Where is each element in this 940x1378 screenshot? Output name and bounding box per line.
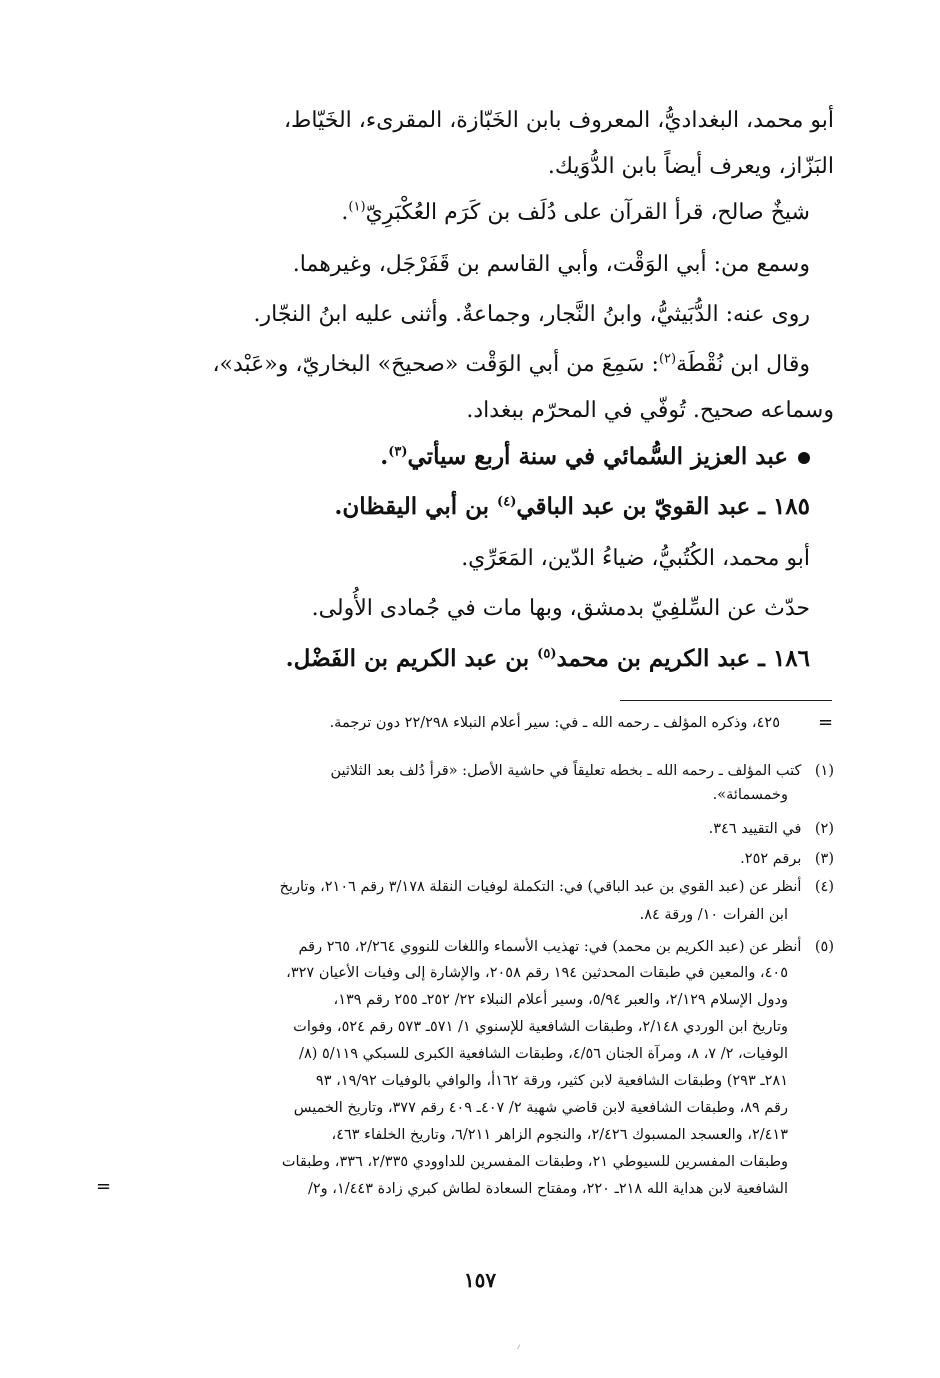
footnote-text: في التقييد ٣٤٦. [708,821,802,837]
footnote-5-cont: ٢٨١ـ ٢٩٣) وطبقات الشافعية لابن كثير، ورقة ١٦٢أ، والوافي بالوفيات ١٩/٩٢، ٩٣ [315,1073,788,1089]
text-line [212,348,810,382]
text-segment: عبد العزيز السُّمائي في سنة أربع سيأتي [407,443,788,470]
footnote-divider [620,700,832,701]
text-segment: . [380,443,389,470]
text-line: حدّث عن السِّلفِيّ بدمشق، وبها مات في جُمادى الأُولى. [311,596,810,621]
text-segment: وقال ابن نُقْطَة [676,352,810,377]
footnote-continuation: ٤٢٥، وذكره المؤلف ـ رحمه الله ـ في: سير أعلام النبلاء ٢٢/٢٩٨ دون ترجمة. [329,715,780,731]
footnote-text: برقم ٢٥٢. [740,851,802,867]
footnote-5-cont: الشافعية لابن هداية الله ٢١٨ـ ٢٢٠، ومفتاح السعادة لطاش كبري زادة ١/٤٤٣، و٢/ [307,1181,788,1197]
text-line: البَزّاز، ويعرف أيضاً بابن الدُّوَيك. [547,154,834,179]
note-ref: (١) [348,199,366,215]
text-segment: ١٨٥ ـ عبد القويّ بن عبد الباقي [516,493,810,520]
scan-mark [517,1344,523,1350]
footnote-text: أنظر عن (عبد القوي بن عبد الباقي) في: التكملة لوفيات النقلة ٣/١٧٨ رقم ٢١٠٦، وتاريخ [279,879,802,895]
footnote-1-cont: وخمسمائة». [712,787,788,803]
footnote-5-cont: وتاريخ ابن الوردي ٢/١٤٨، وطبقات الشافعية للإسنوي ١/ ٥٧١ـ ٥٧٣ رقم ٥٢٤، وفوات [293,1019,788,1035]
text-segment: شيخٌ صالح، قرأ القرآن على دُلَف بن كَرَم العُكْبَرِيّ [365,200,810,225]
footnote-number: (٥) [814,939,834,955]
footnote-number: (٤) [814,879,834,895]
note-ref: (٤) [497,494,517,510]
entry-heading-185 [334,490,810,524]
footnote-3 [740,848,834,870]
footnote-5-cont: الوفيات، ٢/ ٧، ٨، ومرآة الجنان ٤/٥٦، وطبقات الشافعية الكبرى للسبكي ٥/١١٩ (٨/ [299,1046,788,1062]
footnote-text: أنظر عن (عبد الكريم بن محمد) في: تهذيب الأسماء واللغات للنووي ٢/٢٦٤، ٢٦٥ رقم [298,939,802,955]
note-ref: (٣) [388,444,408,460]
footnote-5-cont: ٤٠٥، والمعين في طبقات المحدثين ١٩٤ رقم ٢٠٥٨، والإشارة إلى وفيات الأعيان ٣٢٧، [286,965,788,981]
continuation-mark: = [96,1176,112,1197]
footnote-2 [709,818,834,840]
text-line: أبو محمد، الكُتُبيُّ، ضياءُ الدّين، المَعَرِّي. [461,546,810,571]
text-line: وسمع من: أبي الوَقْت، وأبي القاسم بن قَفَرْجَل، وغيرهما. [292,252,810,277]
footnote-5-cont: ودول الإسلام ٢/١٢٩، والعبر ٥/٩٤، وسير أعلام النبلاء ٢٢/ ٢٥٢ـ ٢٥٥ رقم ١٣٩، [333,992,788,1008]
text-line [341,196,810,230]
text-segment: بن عبد الكريم بن الفَضْل. [285,645,530,672]
footnote-5 [299,936,835,958]
footnote-5-cont: ٢/٤١٣، والعسجد المسبوك ٢/٤٢٦، والنجوم الزاهر ٦/٢١١، وتاريخ الخلفاء ٤٦٣، [331,1127,788,1143]
text-line: روى عنه: الدُّبَيثيُّ، وابنُ النَّجار، وجماعةٌ. وأثنى عليه ابنُ النجّار. [253,302,810,327]
text-segment: : سَمِعَ من أبي الوَقْت «صحيحَ» البخاريّ، و«عَبْد»، [212,352,659,377]
text-line: وسماعه صحيح. تُوفّي في المحرّم ببغداد. [466,398,834,423]
text-segment: ١٨٦ ـ عبد الكريم بن محمد [556,645,810,672]
footnote-number: (١) [814,763,834,779]
bullet-heading [380,440,810,474]
text-segment: . [341,200,349,225]
page-number: ١٥٧ [463,1268,497,1292]
footnote-4 [280,876,834,898]
text-segment: بن أبي اليقظان. [334,493,490,520]
text-line: أبو محمد، البغداديُّ، المعروف بابن الخَبّازة، المقرىء، الخَيّاط، [283,108,834,133]
entry-heading-186 [286,642,810,676]
footnote-number: (٣) [814,851,834,867]
footnote-number: (٢) [814,821,834,837]
bullet-icon [798,452,810,464]
footnote-5-cont: وطبقات المفسرين للسيوطي ٢١، وطبقات المفسرين للداوودي ٢/٣٣٥، ٣٣٦، وطبقات [281,1154,788,1170]
footnote-4-cont: ابن الفرات ١٠/ ورقة ٨٤. [639,907,788,923]
note-ref: (٢) [658,351,677,367]
note-ref: (٥) [537,646,557,662]
footnote-5-cont: رقم ٨٩، وطبقات الشافعية لابن قاضي شهبة ٢/ ٤٠٧ـ ٤٠٩ رقم ٣٧٧، وتاريخ الخميس [293,1100,788,1116]
footnote-text: كتب المؤلف ـ رحمه الله ـ بخطه تعليقاً في حاشية الأصل: «قرأ دُلف بعد الثلاثين [330,763,802,779]
footnote-1 [330,760,834,782]
continuation-mark: = [818,712,834,733]
